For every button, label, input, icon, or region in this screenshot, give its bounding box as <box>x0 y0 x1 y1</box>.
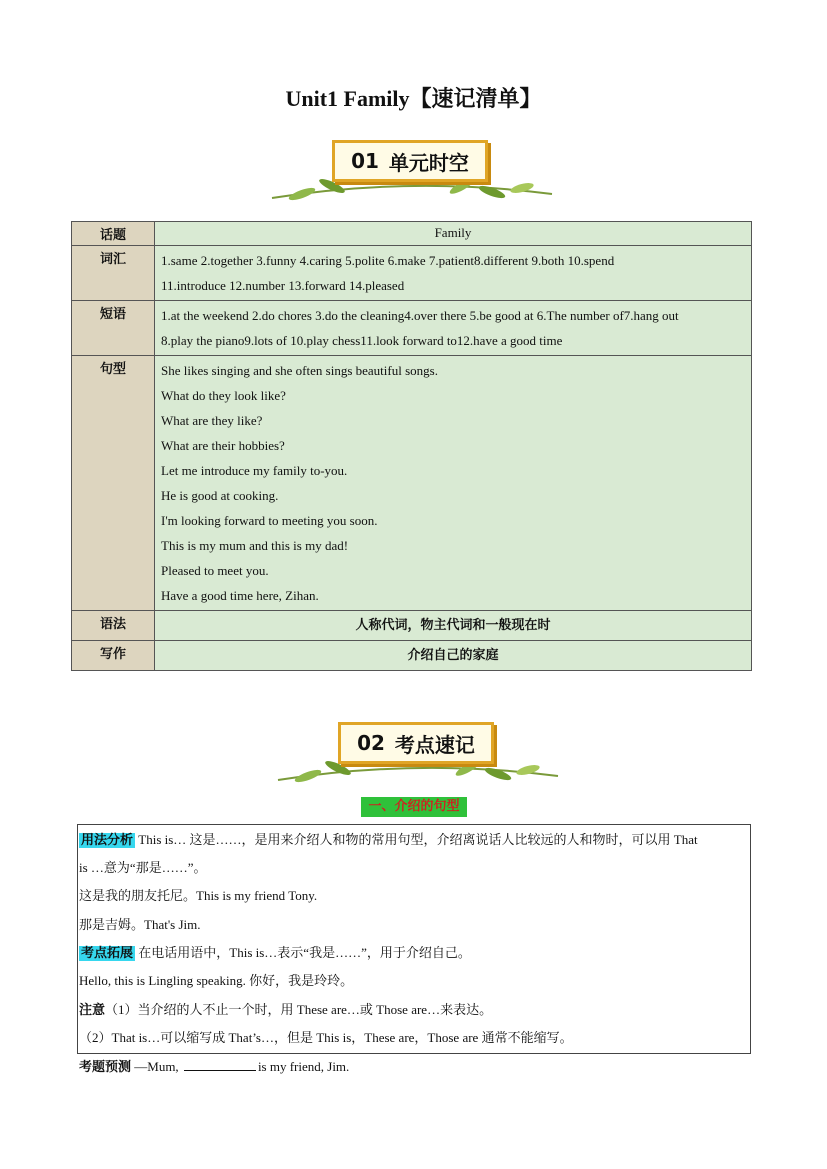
prediction-text-b: is my friend, Jim. <box>257 1059 350 1074</box>
answer-blank[interactable] <box>184 1070 256 1071</box>
extension-text: 在电话用语中，This is…表示“我是……”，用于介绍自己。 <box>135 945 471 960</box>
unit-summary-table <box>71 221 752 671</box>
sentence: What are their hobbies? <box>161 438 285 453</box>
section-banner-01 <box>262 136 562 206</box>
table-row <box>72 611 752 641</box>
extension-tag: 考点拓展 <box>81 946 134 961</box>
row-header-writing: 写作 <box>72 641 155 671</box>
row-header-phrases: 短语 <box>72 301 155 356</box>
extension-line <box>79 942 471 961</box>
phrases-cell <box>155 301 752 356</box>
usage-line <box>79 829 698 848</box>
table-row <box>72 301 752 356</box>
sentence: She likes singing and she often sings beautiful songs. <box>161 363 438 378</box>
sentence: He is good at cooking. <box>161 488 279 503</box>
note-line <box>79 999 492 1018</box>
row-header-topic: 话题 <box>72 222 155 246</box>
prediction-line <box>79 1056 349 1075</box>
sentence: I'm looking forward to meeting you soon. <box>161 513 378 528</box>
example-line: 这是我的朋友托尼。This is my friend Tony. <box>79 888 318 903</box>
note-tag: 注意 <box>79 1003 106 1018</box>
example-line: Hello, this is Lingling speaking. 你好，我是玲玲。 <box>79 973 354 988</box>
usage-line-2: is …意为“那是……”。 <box>79 860 207 875</box>
topic-value: Family <box>155 222 752 246</box>
table-row <box>72 222 752 246</box>
prediction-text-a: —Mum, <box>131 1059 179 1074</box>
banner-number: 02 <box>357 731 385 755</box>
banner-number: 01 <box>351 149 379 173</box>
section-banner-02 <box>268 718 568 788</box>
sentences-cell <box>155 356 752 611</box>
sentence: Have a good time here, Zihan. <box>161 588 319 603</box>
grammar-value: 人称代词，物主代词和一般现在时 <box>155 611 752 641</box>
example-line: 那是吉姆。That's Jim. <box>79 917 201 932</box>
sentence: This is my mum and this is my dad! <box>161 538 349 553</box>
sentence: Pleased to meet you. <box>161 563 269 578</box>
note-text: （1）当介绍的人不止一个时，用 These are…或 Those are…来表达。 <box>105 1002 493 1017</box>
usage-text: This is… 这是……，是用来介绍人和物的常用句型，介绍离说话人比较远的人和物时，可以用 That <box>135 832 698 847</box>
banner-label-box <box>338 722 494 764</box>
section-title: 一、介绍的句型 <box>361 797 467 817</box>
row-header-grammar: 语法 <box>72 611 155 641</box>
vocab-line: 11.introduce 12.number 13.forward 14.pleased <box>161 278 405 293</box>
writing-value: 介绍自己的家庭 <box>155 641 752 671</box>
row-header-sentences: 句型 <box>72 356 155 611</box>
banner-label-box <box>332 140 488 182</box>
vocab-line: 1.same 2.together 3.funny 4.caring 5.polite 6.make 7.patient8.different 9.both 10.spend <box>161 253 615 268</box>
table-row <box>72 246 752 301</box>
sentence: What do they look like? <box>161 388 286 403</box>
banner-label: 考点速记 <box>394 732 475 757</box>
sentence: What are they like? <box>161 413 263 428</box>
vocab-cell <box>155 246 752 301</box>
phrase-line: 8.play the piano9.lots of 10.play chess11.look forward to12.have a good time <box>161 333 563 348</box>
usage-tag: 用法分析 <box>81 833 134 848</box>
table-row <box>72 356 752 611</box>
banner-label: 单元时空 <box>388 150 469 175</box>
phrase-line: 1.at the weekend 2.do chores 3.do the cleaning4.over there 5.be good at 6.The number of7.hang out <box>161 308 679 323</box>
note-line-2: （2）That is…可以缩写成 That’s…，但是 This is，These are，Those are 通常不能缩写。 <box>79 1030 573 1045</box>
page-title: Unit1 Family【速记清单】 <box>285 86 542 111</box>
prediction-tag: 考题预测 <box>79 1060 132 1075</box>
table-row <box>72 641 752 671</box>
row-header-vocab: 词汇 <box>72 246 155 301</box>
sentence: Let me introduce my family to-you. <box>161 463 348 478</box>
